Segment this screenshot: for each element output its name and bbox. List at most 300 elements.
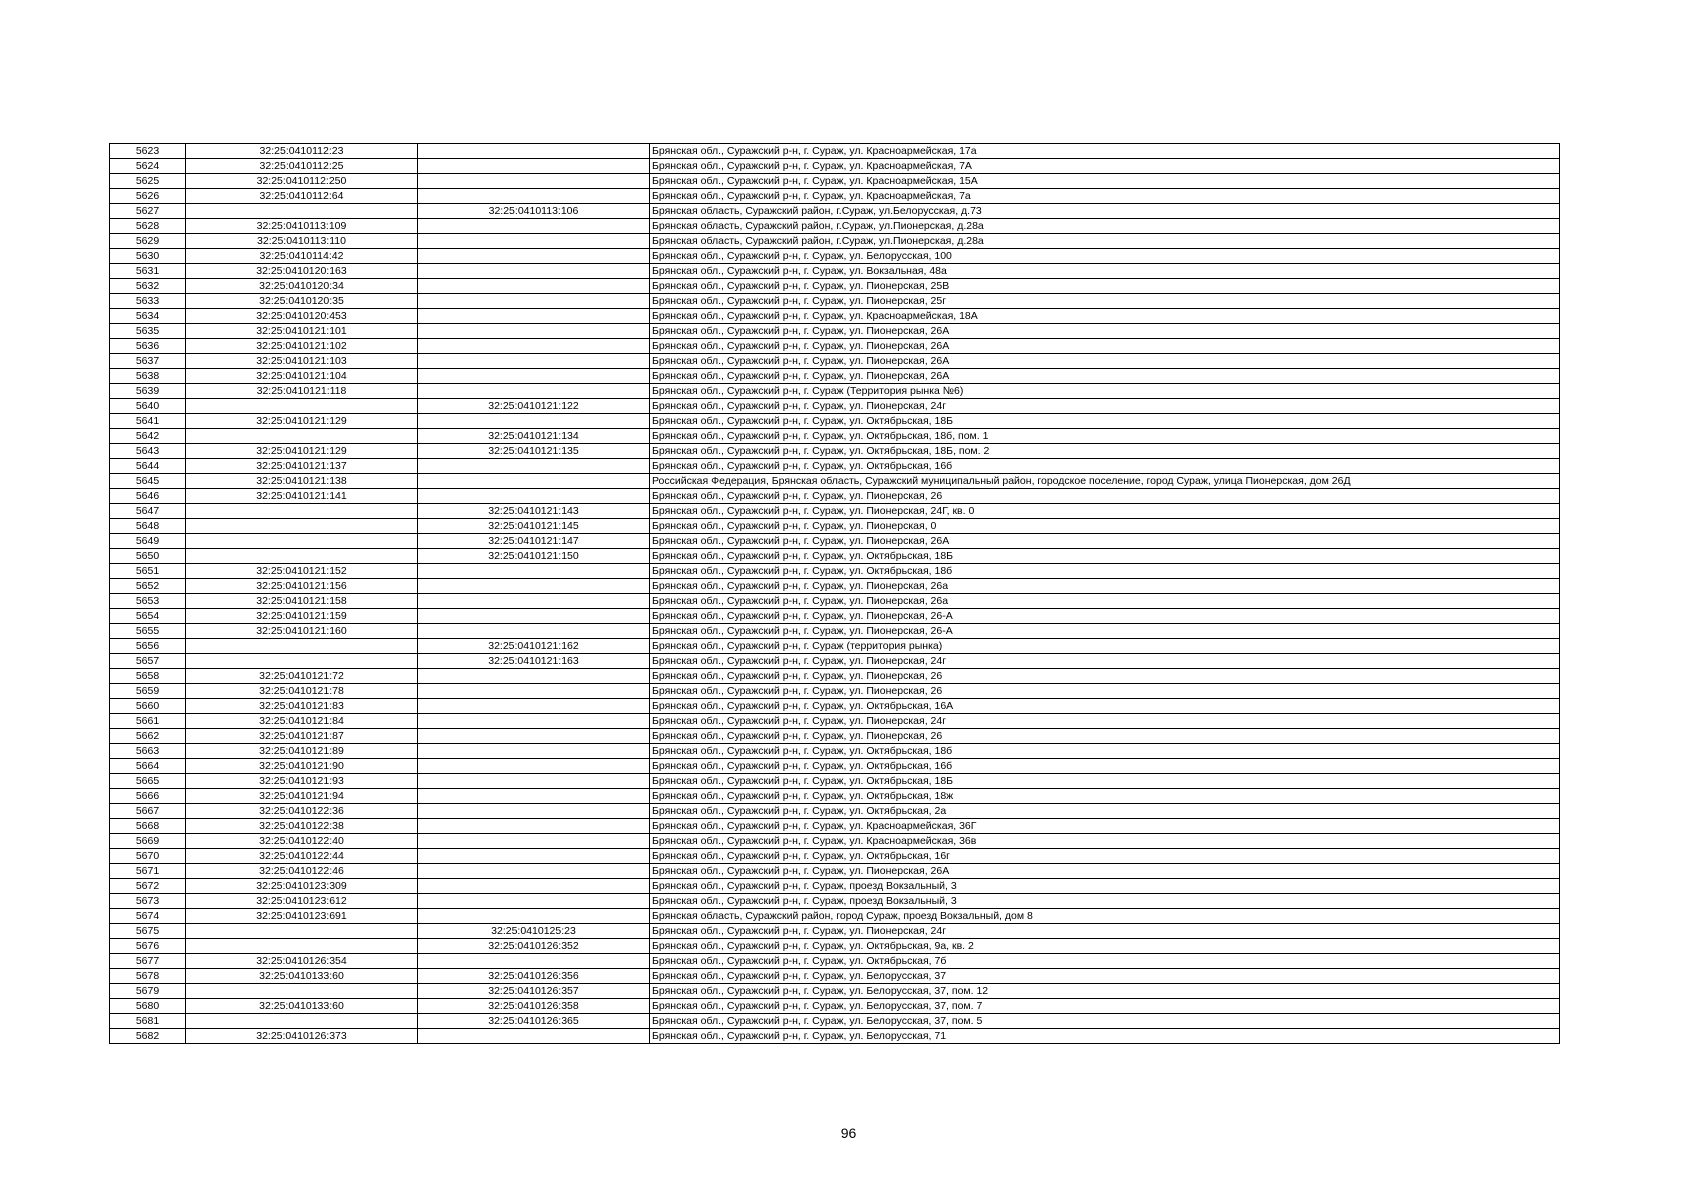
row-number-cell: 5669 xyxy=(110,834,186,849)
related-cadastral-number-cell: 32:25:0410126:357 xyxy=(418,984,650,999)
table-row xyxy=(110,324,1560,339)
row-number-cell: 5662 xyxy=(110,729,186,744)
row-number-cell: 5656 xyxy=(110,639,186,654)
row-number-cell: 5653 xyxy=(110,594,186,609)
table-row xyxy=(110,264,1560,279)
table-row xyxy=(110,849,1560,864)
table-row xyxy=(110,654,1560,669)
address-cell: Брянская обл., Суражский р-н, г. Сураж, ул. Пионерская, 26-А xyxy=(650,624,1560,639)
address-cell: Российская Федерация, Брянская область, Суражский муниципальный район, городское поселение, город Сураж, улица Пионерская, дом 26Д xyxy=(650,474,1560,489)
related-cadastral-number-cell xyxy=(418,849,650,864)
address-cell: Брянская обл., Суражский р-н, г. Сураж, ул. Красноармейская, 18А xyxy=(650,309,1560,324)
related-cadastral-number-cell xyxy=(418,879,650,894)
table-row xyxy=(110,234,1560,249)
row-number-cell: 5681 xyxy=(110,1014,186,1029)
address-cell: Брянская обл., Суражский р-н, г. Сураж, проезд Вокзальный, 3 xyxy=(650,879,1560,894)
cadastral-number-cell: 32:25:0410121:138 xyxy=(186,474,418,489)
related-cadastral-number-cell xyxy=(418,714,650,729)
cadastral-number-cell: 32:25:0410133:60 xyxy=(186,969,418,984)
cadastral-number-cell: 32:25:0410122:44 xyxy=(186,849,418,864)
row-number-cell: 5642 xyxy=(110,429,186,444)
address-cell: Брянская обл., Суражский р-н, г. Сураж, ул. Белорусская, 37, пом. 12 xyxy=(650,984,1560,999)
row-number-cell: 5679 xyxy=(110,984,186,999)
related-cadastral-number-cell xyxy=(418,774,650,789)
row-number-cell: 5677 xyxy=(110,954,186,969)
address-cell: Брянская обл., Суражский р-н, г. Сураж, ул. Пионерская, 24г xyxy=(650,714,1560,729)
row-number-cell: 5644 xyxy=(110,459,186,474)
address-cell: Брянская обл., Суражский р-н, г. Сураж, ул. Октябрьская, 9а, кв. 2 xyxy=(650,939,1560,954)
row-number-cell: 5632 xyxy=(110,279,186,294)
related-cadastral-number-cell xyxy=(418,579,650,594)
address-cell: Брянская обл., Суражский р-н, г. Сураж, ул. Пионерская, 26 xyxy=(650,729,1560,744)
address-cell: Брянская обл., Суражский р-н, г. Сураж, ул. Октябрьская, 2а xyxy=(650,804,1560,819)
related-cadastral-number-cell xyxy=(418,804,650,819)
address-cell: Брянская обл., Суражский р-н, г. Сураж, ул. Октябрьская, 18Б xyxy=(650,549,1560,564)
table-row xyxy=(110,384,1560,399)
row-number-cell: 5640 xyxy=(110,399,186,414)
cadastral-number-cell: 32:25:0410120:453 xyxy=(186,309,418,324)
address-cell: Брянская обл., Суражский р-н, г. Сураж, ул. Октябрьская, 18Б xyxy=(650,414,1560,429)
address-cell: Брянская обл., Суражский р-н, г. Сураж, ул. Белорусская, 37 xyxy=(650,969,1560,984)
row-number-cell: 5670 xyxy=(110,849,186,864)
cadastral-number-cell: 32:25:0410121:84 xyxy=(186,714,418,729)
row-number-cell: 5655 xyxy=(110,624,186,639)
related-cadastral-number-cell xyxy=(418,564,650,579)
table-row xyxy=(110,609,1560,624)
related-cadastral-number-cell xyxy=(418,819,650,834)
cadastral-number-cell: 32:25:0410123:309 xyxy=(186,879,418,894)
cadastral-number-cell xyxy=(186,519,418,534)
related-cadastral-number-cell xyxy=(418,909,650,924)
row-number-cell: 5673 xyxy=(110,894,186,909)
cadastral-number-cell: 32:25:0410121:83 xyxy=(186,699,418,714)
address-cell: Брянская обл., Суражский р-н, г. Сураж, ул. Октябрьская, 18Б xyxy=(650,774,1560,789)
row-number-cell: 5672 xyxy=(110,879,186,894)
row-number-cell: 5639 xyxy=(110,384,186,399)
row-number-cell: 5628 xyxy=(110,219,186,234)
row-number-cell: 5667 xyxy=(110,804,186,819)
address-cell: Брянская обл., Суражский р-н, г. Сураж, ул. Пионерская, 26А xyxy=(650,369,1560,384)
table-row xyxy=(110,639,1560,654)
cadastral-number-cell: 32:25:0410112:23 xyxy=(186,144,418,159)
related-cadastral-number-cell xyxy=(418,609,650,624)
row-number-cell: 5634 xyxy=(110,309,186,324)
row-number-cell: 5651 xyxy=(110,564,186,579)
address-cell: Брянская обл., Суражский р-н, г. Сураж, ул. Пионерская, 26А xyxy=(650,864,1560,879)
address-cell: Брянская обл., Суражский р-н, г. Сураж, ул. Белорусская, 71 xyxy=(650,1029,1560,1044)
cadastral-number-cell xyxy=(186,1014,418,1029)
cadastral-number-cell: 32:25:0410126:373 xyxy=(186,1029,418,1044)
table-row xyxy=(110,144,1560,159)
row-number-cell: 5648 xyxy=(110,519,186,534)
related-cadastral-number-cell xyxy=(418,234,650,249)
address-cell: Брянская обл., Суражский р-н, г. Сураж, проезд Вокзальный, 3 xyxy=(650,894,1560,909)
cadastral-number-cell: 32:25:0410121:72 xyxy=(186,669,418,684)
address-cell: Брянская обл., Суражский р-н, г. Сураж (Территория рынка №6) xyxy=(650,384,1560,399)
address-cell: Брянская обл., Суражский р-н, г. Сураж, ул. Пионерская, 26А xyxy=(650,339,1560,354)
table-row xyxy=(110,519,1560,534)
related-cadastral-number-cell xyxy=(418,954,650,969)
table-row xyxy=(110,999,1560,1014)
cadastral-number-cell xyxy=(186,639,418,654)
address-cell: Брянская обл., Суражский р-н, г. Сураж, ул. Пионерская, 25г xyxy=(650,294,1560,309)
related-cadastral-number-cell: 32:25:0410121:122 xyxy=(418,399,650,414)
address-cell: Брянская обл., Суражский р-н, г. Сураж, ул. Пионерская, 24г xyxy=(650,399,1560,414)
address-cell: Брянская область, Суражский район, г.Сураж, ул.Пионерская, д.28а xyxy=(650,234,1560,249)
address-cell: Брянская обл., Суражский р-н, г. Сураж, ул. Красноармейская, 36Г xyxy=(650,819,1560,834)
address-cell: Брянская обл., Суражский р-н, г. Сураж, ул. Белорусская, 37, пом. 7 xyxy=(650,999,1560,1014)
table-row xyxy=(110,249,1560,264)
table-row xyxy=(110,924,1560,939)
cadastral-number-cell: 32:25:0410121:152 xyxy=(186,564,418,579)
row-number-cell: 5661 xyxy=(110,714,186,729)
page-number: 96 xyxy=(840,1125,857,1141)
cadastral-number-cell: 32:25:0410121:87 xyxy=(186,729,418,744)
related-cadastral-number-cell xyxy=(418,159,650,174)
row-number-cell: 5680 xyxy=(110,999,186,1014)
table-row xyxy=(110,579,1560,594)
related-cadastral-number-cell: 32:25:0410121:150 xyxy=(418,549,650,564)
related-cadastral-number-cell: 32:25:0410126:356 xyxy=(418,969,650,984)
row-number-cell: 5625 xyxy=(110,174,186,189)
cadastral-number-cell: 32:25:0410120:163 xyxy=(186,264,418,279)
address-cell: Брянская обл., Суражский р-н, г. Сураж, ул. Пионерская, 26 xyxy=(650,669,1560,684)
cadastral-number-cell: 32:25:0410123:612 xyxy=(186,894,418,909)
row-number-cell: 5660 xyxy=(110,699,186,714)
table-row xyxy=(110,669,1560,684)
address-cell: Брянская обл., Суражский р-н, г. Сураж, ул. Октябрьская, 16б xyxy=(650,759,1560,774)
address-cell: Брянская обл., Суражский р-н, г. Сураж, ул. Октябрьская, 16г xyxy=(650,849,1560,864)
table-row xyxy=(110,834,1560,849)
cadastral-number-cell: 32:25:0410121:104 xyxy=(186,369,418,384)
row-number-cell: 5646 xyxy=(110,489,186,504)
cadastral-number-cell xyxy=(186,204,418,219)
table-row xyxy=(110,774,1560,789)
address-cell: Брянская обл., Суражский р-н, г. Сураж (территория рынка) xyxy=(650,639,1560,654)
related-cadastral-number-cell xyxy=(418,174,650,189)
related-cadastral-number-cell xyxy=(418,894,650,909)
cadastral-number-cell: 32:25:0410112:250 xyxy=(186,174,418,189)
cadastral-number-cell xyxy=(186,399,418,414)
cadastral-number-cell: 32:25:0410112:64 xyxy=(186,189,418,204)
cadastral-number-cell xyxy=(186,534,418,549)
table-row xyxy=(110,279,1560,294)
related-cadastral-number-cell: 32:25:0410121:135 xyxy=(418,444,650,459)
table-row xyxy=(110,444,1560,459)
row-number-cell: 5666 xyxy=(110,789,186,804)
cadastral-number-cell: 32:25:0410121:89 xyxy=(186,744,418,759)
address-cell: Брянская обл., Суражский р-н, г. Сураж, ул. Октябрьская, 18б, пом. 1 xyxy=(650,429,1560,444)
table-row xyxy=(110,714,1560,729)
table-row xyxy=(110,1029,1560,1044)
cadastral-number-cell: 32:25:0410122:36 xyxy=(186,804,418,819)
cadastral-number-cell: 32:25:0410121:129 xyxy=(186,414,418,429)
table-row xyxy=(110,189,1560,204)
row-number-cell: 5659 xyxy=(110,684,186,699)
address-cell: Брянская обл., Суражский р-н, г. Сураж, ул. Пионерская, 24Г, кв. 0 xyxy=(650,504,1560,519)
row-number-cell: 5635 xyxy=(110,324,186,339)
address-cell: Брянская область, Суражский район, г.Сураж, ул.Белорусская, д.73 xyxy=(650,204,1560,219)
table-row xyxy=(110,879,1560,894)
address-cell: Брянская обл., Суражский р-н, г. Сураж, ул. Пионерская, 25В xyxy=(650,279,1560,294)
table-row xyxy=(110,429,1560,444)
cadastral-number-cell: 32:25:0410113:110 xyxy=(186,234,418,249)
table-row xyxy=(110,489,1560,504)
address-cell: Брянская обл., Суражский р-н, г. Сураж, ул. Октябрьская, 18б xyxy=(650,744,1560,759)
table-row xyxy=(110,894,1560,909)
related-cadastral-number-cell xyxy=(418,384,650,399)
address-cell: Брянская обл., Суражский р-н, г. Сураж, ул. Пионерская, 26а xyxy=(650,594,1560,609)
cadastral-number-cell: 32:25:0410121:137 xyxy=(186,459,418,474)
address-cell: Брянская обл., Суражский р-н, г. Сураж, ул. Пионерская, 26 xyxy=(650,684,1560,699)
table-row xyxy=(110,939,1560,954)
table-row xyxy=(110,684,1560,699)
row-number-cell: 5643 xyxy=(110,444,186,459)
cadastral-number-cell: 32:25:0410121:101 xyxy=(186,324,418,339)
cadastral-number-cell: 32:25:0410122:38 xyxy=(186,819,418,834)
related-cadastral-number-cell xyxy=(418,309,650,324)
table-row xyxy=(110,339,1560,354)
row-number-cell: 5627 xyxy=(110,204,186,219)
row-number-cell: 5658 xyxy=(110,669,186,684)
address-cell: Брянская обл., Суражский р-н, г. Сураж, ул. Красноармейская, 17а xyxy=(650,144,1560,159)
table-row xyxy=(110,204,1560,219)
table-row xyxy=(110,744,1560,759)
table-row xyxy=(110,219,1560,234)
table-row xyxy=(110,309,1560,324)
cadastral-number-cell: 32:25:0410120:35 xyxy=(186,294,418,309)
row-number-cell: 5671 xyxy=(110,864,186,879)
row-number-cell: 5629 xyxy=(110,234,186,249)
related-cadastral-number-cell xyxy=(418,684,650,699)
table-row xyxy=(110,594,1560,609)
cadastral-number-cell: 32:25:0410121:159 xyxy=(186,609,418,624)
related-cadastral-number-cell xyxy=(418,369,650,384)
cadastral-number-cell: 32:25:0410122:40 xyxy=(186,834,418,849)
registry-table xyxy=(109,143,1560,1044)
address-cell: Брянская обл., Суражский р-н, г. Сураж, ул. Пионерская, 24г xyxy=(650,924,1560,939)
related-cadastral-number-cell xyxy=(418,594,650,609)
row-number-cell: 5626 xyxy=(110,189,186,204)
related-cadastral-number-cell: 32:25:0410126:358 xyxy=(418,999,650,1014)
table-row xyxy=(110,399,1560,414)
cadastral-number-cell: 32:25:0410121:160 xyxy=(186,624,418,639)
address-cell: Брянская обл., Суражский р-н, г. Сураж, ул. Белорусская, 37, пом. 5 xyxy=(650,1014,1560,1029)
cadastral-number-cell: 32:25:0410121:90 xyxy=(186,759,418,774)
related-cadastral-number-cell: 32:25:0410121:134 xyxy=(418,429,650,444)
row-number-cell: 5664 xyxy=(110,759,186,774)
row-number-cell: 5630 xyxy=(110,249,186,264)
related-cadastral-number-cell: 32:25:0410121:145 xyxy=(418,519,650,534)
related-cadastral-number-cell xyxy=(418,264,650,279)
address-cell: Брянская обл., Суражский р-н, г. Сураж, ул. Пионерская, 26-А xyxy=(650,609,1560,624)
related-cadastral-number-cell: 32:25:0410121:162 xyxy=(418,639,650,654)
related-cadastral-number-cell xyxy=(418,144,650,159)
related-cadastral-number-cell xyxy=(418,294,650,309)
address-cell: Брянская обл., Суражский р-н, г. Сураж, ул. Октябрьская, 16б xyxy=(650,459,1560,474)
related-cadastral-number-cell xyxy=(418,219,650,234)
related-cadastral-number-cell xyxy=(418,189,650,204)
address-cell: Брянская обл., Суражский р-н, г. Сураж, ул. Пионерская, 26 xyxy=(650,489,1560,504)
cadastral-number-cell: 32:25:0410121:93 xyxy=(186,774,418,789)
address-cell: Брянская обл., Суражский р-н, г. Сураж, ул. Октябрьская, 18Б, пом. 2 xyxy=(650,444,1560,459)
address-cell: Брянская область, Суражский район, город Сураж, проезд Вокзальный, дом 8 xyxy=(650,909,1560,924)
address-cell: Брянская обл., Суражский р-н, г. Сураж, ул. Красноармейская, 7а xyxy=(650,189,1560,204)
table-row xyxy=(110,624,1560,639)
address-cell: Брянская обл., Суражский р-н, г. Сураж, ул. Октябрьская, 18ж xyxy=(650,789,1560,804)
address-cell: Брянская обл., Суражский р-н, г. Сураж, ул. Пионерская, 26А xyxy=(650,354,1560,369)
cadastral-number-cell: 32:25:0410133:60 xyxy=(186,999,418,1014)
address-cell: Брянская обл., Суражский р-н, г. Сураж, ул. Пионерская, 26а xyxy=(650,579,1560,594)
related-cadastral-number-cell xyxy=(418,744,650,759)
address-cell: Брянская обл., Суражский р-н, г. Сураж, ул. Красноармейская, 7А xyxy=(650,159,1560,174)
row-number-cell: 5649 xyxy=(110,534,186,549)
related-cadastral-number-cell: 32:25:0410121:163 xyxy=(418,654,650,669)
table-row xyxy=(110,564,1560,579)
row-number-cell: 5647 xyxy=(110,504,186,519)
row-number-cell: 5636 xyxy=(110,339,186,354)
row-number-cell: 5665 xyxy=(110,774,186,789)
cadastral-number-cell xyxy=(186,429,418,444)
cadastral-number-cell: 32:25:0410121:78 xyxy=(186,684,418,699)
table-row xyxy=(110,699,1560,714)
row-number-cell: 5645 xyxy=(110,474,186,489)
related-cadastral-number-cell xyxy=(418,759,650,774)
cadastral-number-cell: 32:25:0410121:158 xyxy=(186,594,418,609)
address-cell: Брянская обл., Суражский р-н, г. Сураж, ул. Октябрьская, 16А xyxy=(650,699,1560,714)
table-row xyxy=(110,759,1560,774)
table-row xyxy=(110,804,1560,819)
row-number-cell: 5638 xyxy=(110,369,186,384)
address-cell: Брянская обл., Суражский р-н, г. Сураж, ул. Вокзальная, 48а xyxy=(650,264,1560,279)
table-row xyxy=(110,294,1560,309)
related-cadastral-number-cell xyxy=(418,249,650,264)
related-cadastral-number-cell xyxy=(418,1029,650,1044)
cadastral-number-cell xyxy=(186,654,418,669)
table-row xyxy=(110,474,1560,489)
row-number-cell: 5624 xyxy=(110,159,186,174)
row-number-cell: 5641 xyxy=(110,414,186,429)
address-cell: Брянская область, Суражский район, г.Сураж, ул.Пионерская, д.28а xyxy=(650,219,1560,234)
table-row xyxy=(110,864,1560,879)
cadastral-number-cell: 32:25:0410123:691 xyxy=(186,909,418,924)
address-cell: Брянская обл., Суражский р-н, г. Сураж, ул. Пионерская, 24г xyxy=(650,654,1560,669)
related-cadastral-number-cell xyxy=(418,339,650,354)
row-number-cell: 5623 xyxy=(110,144,186,159)
table-row xyxy=(110,819,1560,834)
related-cadastral-number-cell xyxy=(418,354,650,369)
row-number-cell: 5633 xyxy=(110,294,186,309)
row-number-cell: 5676 xyxy=(110,939,186,954)
related-cadastral-number-cell xyxy=(418,729,650,744)
related-cadastral-number-cell: 32:25:0410126:352 xyxy=(418,939,650,954)
row-number-cell: 5631 xyxy=(110,264,186,279)
address-cell: Брянская обл., Суражский р-н, г. Сураж, ул. Пионерская, 26А xyxy=(650,324,1560,339)
address-cell: Брянская обл., Суражский р-н, г. Сураж, ул. Октябрьская, 7б xyxy=(650,954,1560,969)
address-cell: Брянская обл., Суражский р-н, г. Сураж, ул. Красноармейская, 36в xyxy=(650,834,1560,849)
row-number-cell: 5675 xyxy=(110,924,186,939)
table-row xyxy=(110,984,1560,999)
row-number-cell: 5682 xyxy=(110,1029,186,1044)
row-number-cell: 5654 xyxy=(110,609,186,624)
table-row xyxy=(110,729,1560,744)
related-cadastral-number-cell: 32:25:0410125:23 xyxy=(418,924,650,939)
table-row xyxy=(110,954,1560,969)
related-cadastral-number-cell xyxy=(418,669,650,684)
related-cadastral-number-cell: 32:25:0410126:365 xyxy=(418,1014,650,1029)
related-cadastral-number-cell xyxy=(418,414,650,429)
row-number-cell: 5668 xyxy=(110,819,186,834)
cadastral-number-cell xyxy=(186,504,418,519)
address-cell: Брянская обл., Суражский р-н, г. Сураж, ул. Пионерская, 0 xyxy=(650,519,1560,534)
table-row xyxy=(110,174,1560,189)
table-row xyxy=(110,354,1560,369)
table-row xyxy=(110,534,1560,549)
cadastral-number-cell xyxy=(186,924,418,939)
cadastral-number-cell: 32:25:0410121:118 xyxy=(186,384,418,399)
related-cadastral-number-cell xyxy=(418,279,650,294)
table-row xyxy=(110,369,1560,384)
related-cadastral-number-cell xyxy=(418,864,650,879)
cadastral-number-cell: 32:25:0410121:94 xyxy=(186,789,418,804)
table-row xyxy=(110,909,1560,924)
row-number-cell: 5637 xyxy=(110,354,186,369)
row-number-cell: 5657 xyxy=(110,654,186,669)
related-cadastral-number-cell xyxy=(418,699,650,714)
cadastral-number-cell xyxy=(186,984,418,999)
table-row xyxy=(110,504,1560,519)
cadastral-number-cell: 32:25:0410121:102 xyxy=(186,339,418,354)
cadastral-number-cell xyxy=(186,549,418,564)
table-row xyxy=(110,969,1560,984)
row-number-cell: 5650 xyxy=(110,549,186,564)
cadastral-number-cell: 32:25:0410121:156 xyxy=(186,579,418,594)
related-cadastral-number-cell xyxy=(418,489,650,504)
registry-table-body xyxy=(110,144,1560,1044)
related-cadastral-number-cell xyxy=(418,474,650,489)
cadastral-number-cell: 32:25:0410120:34 xyxy=(186,279,418,294)
cadastral-number-cell: 32:25:0410121:103 xyxy=(186,354,418,369)
related-cadastral-number-cell: 32:25:0410121:143 xyxy=(418,504,650,519)
related-cadastral-number-cell: 32:25:0410121:147 xyxy=(418,534,650,549)
address-cell: Брянская обл., Суражский р-н, г. Сураж, ул. Пионерская, 26А xyxy=(650,534,1560,549)
related-cadastral-number-cell xyxy=(418,834,650,849)
address-cell: Брянская обл., Суражский р-н, г. Сураж, ул. Белорусская, 100 xyxy=(650,249,1560,264)
related-cadastral-number-cell xyxy=(418,789,650,804)
table-row xyxy=(110,1014,1560,1029)
cadastral-number-cell: 32:25:0410121:141 xyxy=(186,489,418,504)
row-number-cell: 5678 xyxy=(110,969,186,984)
cadastral-number-cell: 32:25:0410121:129 xyxy=(186,444,418,459)
table-row xyxy=(110,459,1560,474)
address-cell: Брянская обл., Суражский р-н, г. Сураж, ул. Октябрьская, 18б xyxy=(650,564,1560,579)
cadastral-number-cell: 32:25:0410113:109 xyxy=(186,219,418,234)
address-cell: Брянская обл., Суражский р-н, г. Сураж, ул. Красноармейская, 15А xyxy=(650,174,1560,189)
row-number-cell: 5652 xyxy=(110,579,186,594)
table-row xyxy=(110,549,1560,564)
table-row xyxy=(110,159,1560,174)
related-cadastral-number-cell xyxy=(418,324,650,339)
related-cadastral-number-cell xyxy=(418,624,650,639)
cadastral-number-cell: 32:25:0410114:42 xyxy=(186,249,418,264)
table-row xyxy=(110,789,1560,804)
table-row xyxy=(110,414,1560,429)
related-cadastral-number-cell: 32:25:0410113:106 xyxy=(418,204,650,219)
cadastral-number-cell: 32:25:0410112:25 xyxy=(186,159,418,174)
cadastral-number-cell: 32:25:0410122:46 xyxy=(186,864,418,879)
row-number-cell: 5663 xyxy=(110,744,186,759)
related-cadastral-number-cell xyxy=(418,459,650,474)
